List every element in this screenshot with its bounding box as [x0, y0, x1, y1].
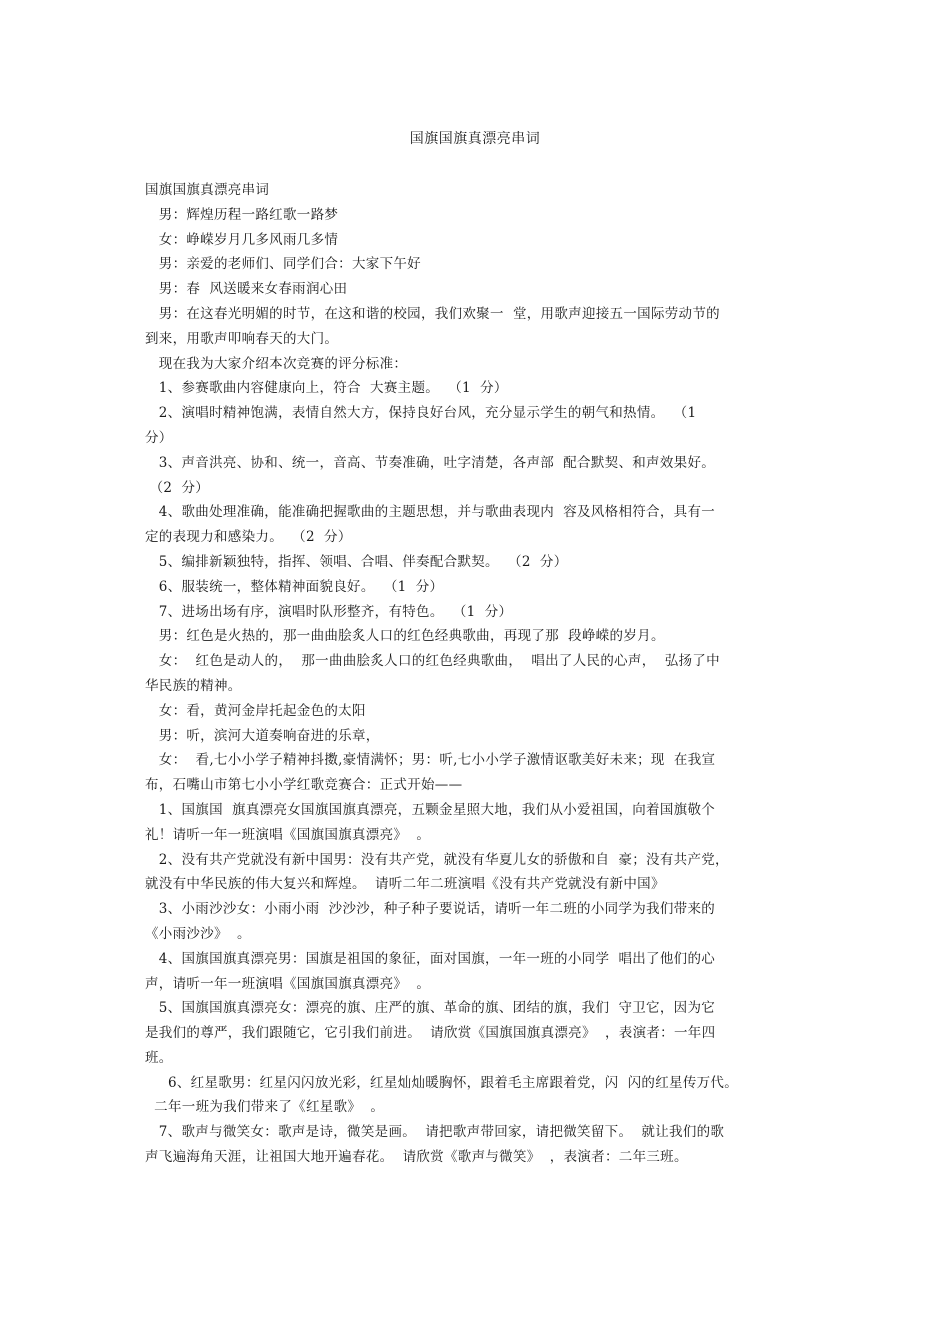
text-line: 《小雨沙沙》 。: [145, 925, 251, 942]
text-line: 班。: [145, 1049, 173, 1066]
text-line: 男：春 风送暖来女春雨润心田: [145, 281, 348, 298]
text-line: 1、国旗国 旗真漂亮女国旗国旗真漂亮，五颗金星照大地，我们从小爱祖国，向着国旗敬个: [145, 801, 716, 818]
document-title: 国旗国旗真漂亮串词: [409, 131, 541, 147]
text-line: 4、国旗国旗真漂亮男：国旗是祖国的象征，面对国旗，一年一班的小同学 唱出了他们的心: [145, 950, 716, 967]
text-line: 3、小雨沙沙女：小雨小雨 沙沙沙，种子种子要说话，请听一年二班的小同学为我们带来的: [145, 901, 716, 918]
text-line: 3、声音洪亮、协和、统一，音高、节奏准确，吐字清楚，各声部 配合默契、和声效果好。: [145, 454, 716, 471]
text-line: 女： 看,七小小学子精神抖擞,豪情满怀；男：听,七小小学子激情讴歌美好未来；现 在我宣: [145, 752, 716, 769]
text-line: 6、服装统一，整体精神面貌良好。 （1 分）: [145, 578, 444, 595]
text-line: 定的表现力和感染力。 （2 分）: [145, 529, 352, 546]
text-line: 男：红色是火热的，那一曲曲脍炙人口的红色经典歌曲，再现了那 段峥嵘的岁月。: [145, 628, 665, 645]
text-line: 男：在这春光明媚的时节，在这和谐的校园，我们欢聚一 堂，用歌声迎接五一国际劳动节的: [145, 305, 720, 322]
document-body: [145, 178, 810, 1170]
text-line: 5、国旗国旗真漂亮女：漂亮的旗、庄严的旗、革命的旗、团结的旗，我们 守卫它，因为它: [145, 1000, 716, 1017]
text-line: 到来，用歌声叩响春天的大门。: [145, 330, 339, 347]
text-line: （2 分）: [145, 479, 210, 496]
text-line: 5、编排新颖独特，指挥、领唱、合唱、伴奏配合默契。 （2 分）: [145, 553, 568, 570]
text-line: 4、歌曲处理准确，能准确把握歌曲的主题思想，并与歌曲表现内 容及风格相符合，具有一: [145, 504, 716, 521]
text-line: 女：看，黄河金岸托起金色的太阳: [145, 702, 366, 719]
text-line: 声飞遍海角天涯，让祖国大地开遍春花。 请欣赏《歌声与微笑》 ，表演者：二年三班。: [145, 1149, 688, 1166]
text-line: 礼！请听一年一班演唱《国旗国旗真漂亮》 。: [145, 826, 431, 843]
text-line: 国旗国旗真漂亮串词: [145, 182, 270, 198]
text-line: 男：辉煌历程一路红歌一路梦: [145, 206, 339, 223]
text-line: 分）: [145, 429, 173, 446]
text-line: 现在我为大家介绍本次竞赛的评分标准：: [145, 355, 408, 372]
text-line: 就没有中华民族的伟大复兴和辉煌。 请听二年二班演唱《没有共产党就没有新中国》: [145, 876, 665, 893]
text-line: 2、演唱时精神饱满，表情自然大方，保持良好台风，充分显示学生的朝气和热情。 （1: [145, 405, 697, 422]
text-line: 1、参赛歌曲内容健康向上，符合 大赛主题。 （1 分）: [145, 380, 508, 397]
text-line: 华民族的精神。: [145, 677, 242, 694]
text-line: 声，请听一年一班演唱《国旗国旗真漂亮》 。: [145, 975, 431, 992]
text-line: 男：听，滨河大道奏响奋进的乐章，: [145, 727, 380, 744]
text-line: 2、没有共产党就没有新中国男：没有共产党，就没有华夏儿女的骄傲和自 豪；没有共产党，: [145, 851, 729, 868]
text-line: 6、红星歌男：红星闪闪放光彩，红星灿灿暖胸怀，跟着毛主席跟着党，闪 闪的红星传万代。: [145, 1074, 739, 1091]
text-line: 女：峥嵘岁月几多风雨几多情: [145, 231, 339, 248]
text-line: 7、歌声与微笑女：歌声是诗，微笑是画。 请把歌声带回家，请把微笑留下。 就让我们的歌: [145, 1124, 725, 1141]
text-line: 布，石嘴山市第七小小学红歌竞赛合：正式开始——: [145, 777, 463, 794]
text-line: 7、进场出场有序，演唱时队形整齐，有特色。 （1 分）: [145, 603, 513, 620]
text-line: 二年一班为我们带来了《红星歌》 。: [145, 1099, 385, 1116]
text-line: 是我们的尊严，我们跟随它，它引我们前进。 请欣赏《国旗国旗真漂亮》 ，表演者：一年四: [145, 1025, 716, 1042]
text-line: 女： 红色是动人的， 那一曲曲脍炙人口的红色经典歌曲， 唱出了人民的心声， 弘扬了中: [145, 653, 720, 670]
text-line: 男：亲爱的老师们、同学们合：大家下午好: [145, 256, 421, 273]
